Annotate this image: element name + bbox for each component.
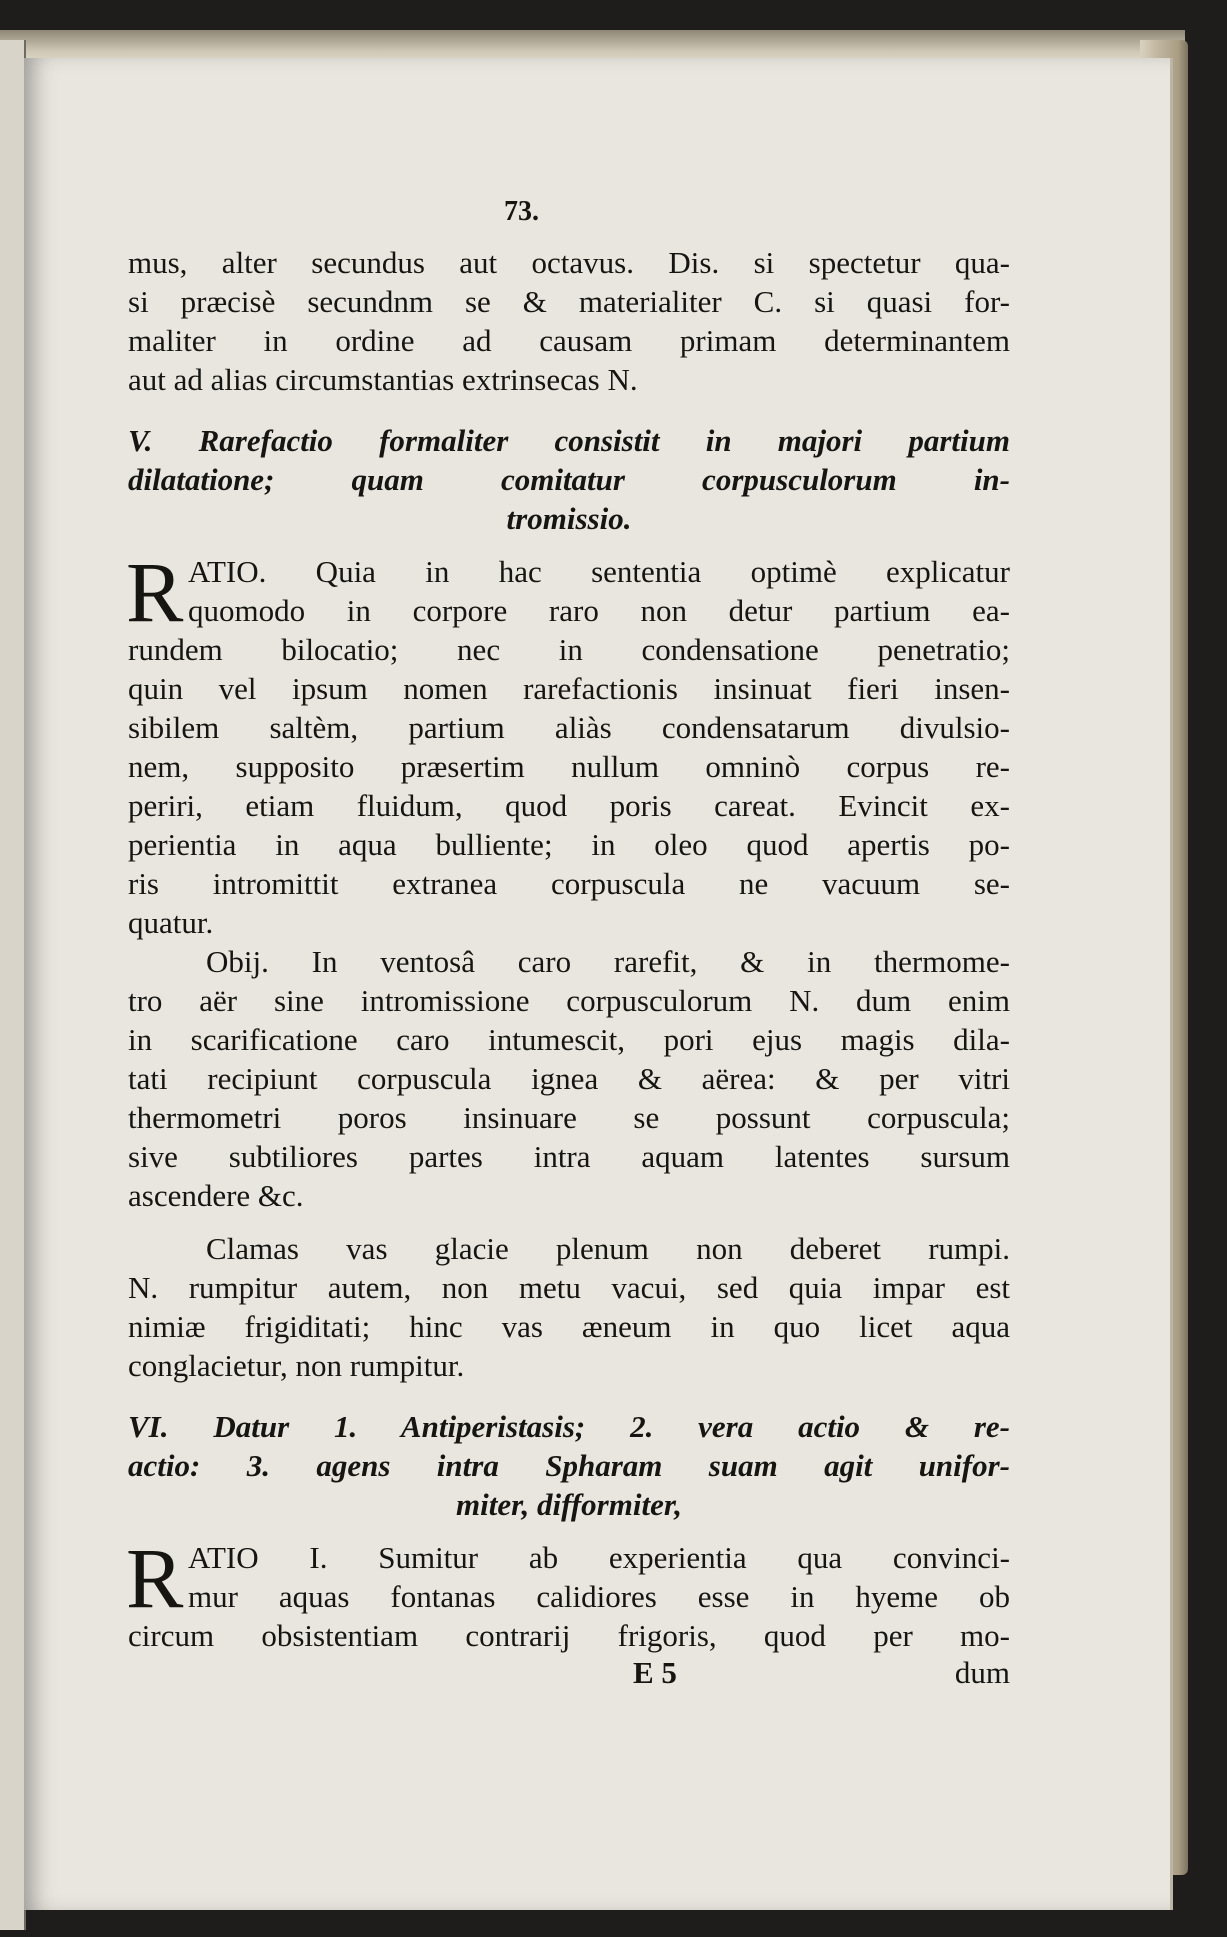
text-line: in scarificatione caro intumescit, pori ejus magis dila- — [128, 1022, 1010, 1057]
text-line: sive subtiliores partes intra aquam latentes sursum — [128, 1139, 1010, 1174]
proposition-vi — [128, 1407, 1010, 1524]
text-line: ascendere &c. — [128, 1178, 304, 1213]
page-footer — [128, 1655, 1010, 1695]
text-line: nem, supposito præsertim nullum omninò corpus re- — [128, 749, 1010, 784]
book-page — [24, 58, 1173, 1910]
text-line: mur aquas fontanas calidiores esse in hyeme ob — [188, 1579, 1010, 1614]
text-line: aut ad alias circumstantias extrinsecas N. — [128, 362, 638, 397]
opening-paragraph — [128, 243, 1010, 399]
ratio-v-paragraph — [126, 544, 1010, 942]
text-line: mus, alter secundus aut octavus. Dis. si spectetur qua- — [128, 245, 1010, 280]
facing-page-edge — [0, 40, 26, 1930]
proposition-line: V. Rarefactio formaliter consistit in majori partium — [128, 423, 1010, 458]
text-line: sibilem saltèm, partium aliàs condensatarum divulsio- — [128, 710, 1010, 745]
ratio-vi-paragraph — [126, 1530, 1010, 1655]
proposition-v — [128, 421, 1010, 538]
text-line: periri, etiam fluidum, quod poris careat. Evincit ex- — [128, 788, 1010, 823]
page-number: 73. — [504, 196, 539, 227]
obij-paragraph — [128, 942, 1010, 1215]
text-line: thermometri poros insinuare se possunt corpuscula; — [128, 1100, 1010, 1135]
text-line: ATIO. Quia in hac sententia optimè explicatur — [188, 554, 1010, 589]
drop-cap: R — [126, 1530, 184, 1626]
text-line: circum obsistentiam contrarij frigoris, quod per mo- — [128, 1618, 1010, 1653]
text-line: N. rumpitur autem, non metu vacui, sed quia impar est — [128, 1270, 1010, 1305]
proposition-line: miter, difformiter, — [456, 1487, 682, 1522]
clamas-paragraph — [128, 1229, 1010, 1385]
proposition-line: dilatatione; quam comitatur corpusculorum in- — [128, 462, 1010, 497]
catchword: dum — [954, 1655, 1010, 1690]
text-line: quomodo in corpore raro non detur partium ea- — [188, 593, 1010, 628]
text-line: rundem bilocatio; nec in condensatione penetratio; — [128, 632, 1010, 667]
text-line: si præcisè secundnm se & materialiter C. si quasi for- — [128, 284, 1010, 319]
signature-mark: E 5 — [633, 1655, 677, 1690]
proposition-line: tromissio. — [506, 501, 632, 536]
text-line: Obij. In ventosâ caro rarefit, & in thermome- — [206, 944, 1010, 979]
drop-cap: R — [126, 544, 184, 640]
text-line: conglacietur, non rumpitur. — [128, 1348, 465, 1383]
proposition-line: actio: 3. agens intra Spharam suam agit unifor- — [128, 1448, 1010, 1483]
text-line: tro aër sine intromissione corpusculorum N. dum enim — [128, 983, 1010, 1018]
text-line: Clamas vas glacie plenum non deberet rumpi. — [206, 1231, 1010, 1266]
text-line: nimiæ frigiditati; hinc vas æneum in quo licet aqua — [128, 1309, 1010, 1344]
text-line: perientia in aqua bulliente; in oleo quod apertis po- — [128, 827, 1010, 862]
text-line: quin vel ipsum nomen rarefactionis insinuat fieri insen- — [128, 671, 1010, 706]
proposition-line: VI. Datur 1. Antiperistasis; 2. vera actio & re- — [128, 1409, 1010, 1444]
text-line: quatur. — [128, 905, 214, 940]
text-line: maliter in ordine ad causam primam determinantem — [128, 323, 1010, 358]
text-line: ris intromittit extranea corpuscula ne vacuum se- — [128, 866, 1010, 901]
page-text — [128, 243, 1010, 1695]
text-line: tati recipiunt corpuscula ignea & aërea: & per vitri — [128, 1061, 1010, 1096]
text-line: ATIO I. Sumitur ab experientia qua convinci- — [188, 1540, 1010, 1575]
